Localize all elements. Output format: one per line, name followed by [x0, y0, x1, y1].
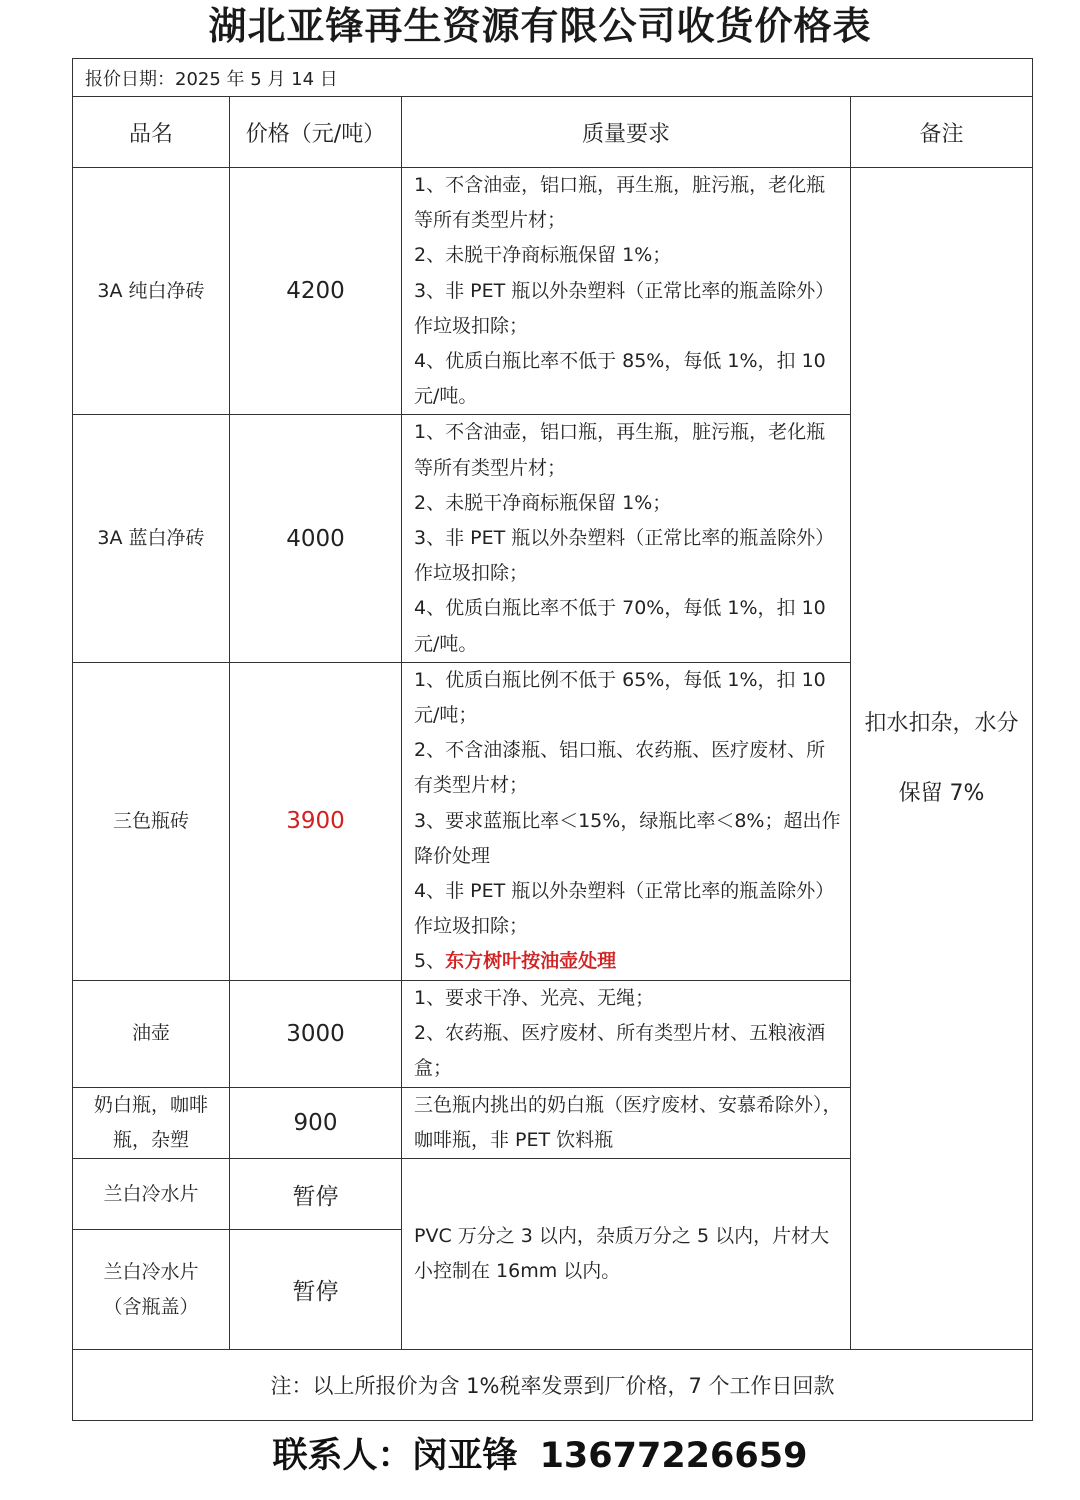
quality-item: 2、未脱干净商标瓶保留 1%； — [414, 491, 672, 514]
quality-item: 4、优质白瓶比率不低于 85%，每低 1%，扣 10 元/吨。 — [414, 350, 826, 408]
product-price: 4200 — [230, 168, 402, 415]
quality-item: 1、优质白瓶比例不低于 65%，每低 1%，扣 10 元/吨； — [414, 668, 826, 727]
quality-item: 1、不含油壶，铝口瓶，再生瓶，脏污瓶，老化瓶等所有类型片材； — [414, 174, 826, 232]
remark-line: 扣水扣杂，水分 — [864, 710, 1019, 736]
product-name: 油壶 — [73, 980, 230, 1087]
header-quality: 质量要求 — [402, 97, 851, 168]
page-title: 湖北亚锋再生资源有限公司收货价格表 — [208, 4, 872, 48]
quality-item: 1、要求干净、光亮、无绳； — [414, 986, 655, 1009]
product-price: 4000 — [230, 415, 402, 662]
quality-item-highlight: 东方树叶按油壶处理 — [445, 950, 617, 973]
product-price: 暂停 — [230, 1230, 402, 1350]
quality-requirements — [402, 168, 851, 415]
quality-requirements — [402, 1087, 851, 1158]
product-name — [73, 1230, 230, 1350]
shared-quality-requirements: PVC 万分之 3 以内，杂质万分之 5 以内，片材大小控制在 16mm 以内。 — [402, 1159, 851, 1350]
product-name: 兰白冷水片 — [73, 1159, 230, 1230]
quality-item — [414, 944, 842, 979]
table-header-row — [73, 97, 1033, 168]
product-price: 3900 — [230, 662, 402, 980]
quality-item: 3、非 PET 瓶以外杂塑料（正常比率的瓶盖除外）作垃圾扣除； — [414, 279, 835, 337]
product-price: 3000 — [230, 980, 402, 1087]
product-price: 暂停 — [230, 1159, 402, 1230]
product-name: 3A 纯白净砖 — [73, 168, 230, 415]
remark-line: 保留 7% — [898, 780, 985, 806]
contact-phone: 13677226659 — [539, 1436, 808, 1476]
contact-line — [0, 1428, 1080, 1484]
contact-name: 闵亚锋 — [412, 1436, 518, 1476]
header-price: 价格（元/吨） — [230, 97, 402, 168]
quality-requirements — [402, 662, 851, 980]
remark-cell — [851, 168, 1033, 1350]
quality-item: 三色瓶内挑出的奶白瓶（医疗废材、安慕希除外），咖啡瓶，非 PET 饮料瓶 — [414, 1093, 842, 1151]
quality-item: 4、非 PET 瓶以外杂塑料（正常比率的瓶盖除外）作垃圾扣除； — [414, 880, 835, 938]
product-name-line: 兰白冷水片 — [103, 1260, 199, 1283]
contact-label: 联系人： — [272, 1436, 413, 1476]
product-name: 三色瓶砖 — [73, 662, 230, 980]
quality-requirements — [402, 980, 851, 1087]
note-row — [73, 1350, 1033, 1421]
quality-item: 3、非 PET 瓶以外杂塑料（正常比率的瓶盖除外）作垃圾扣除； — [414, 527, 835, 585]
quality-item: 1、不含油壶，铝口瓶，再生瓶，脏污瓶，老化瓶等所有类型片材； — [414, 421, 826, 479]
product-name: 奶白瓶，咖啡瓶，杂塑 — [73, 1087, 230, 1158]
quality-item: 2、农药瓶、医疗废材、所有类型片材、五粮液酒盒； — [414, 1021, 826, 1080]
quality-requirements — [402, 415, 851, 662]
table-row — [73, 168, 1033, 415]
product-name: 3A 蓝白净砖 — [73, 415, 230, 662]
quote-date: 报价日期：2025 年 5 月 14 日 — [73, 59, 1033, 97]
header-name: 品名 — [73, 97, 230, 168]
quality-item-prefix: 5、 — [414, 950, 446, 973]
quality-item: 3、要求蓝瓶比率＜15%，绿瓶比率＜8%；超出作降价处理 — [414, 809, 841, 867]
product-name-line: （含瓶盖） — [103, 1295, 199, 1318]
quality-item: 2、未脱干净商标瓶保留 1%； — [414, 244, 672, 267]
product-price: 900 — [230, 1087, 402, 1158]
price-note: 注：以上所报价为含 1%税率发票到厂价格，7 个工作日回款 — [73, 1350, 1033, 1421]
quality-item: 4、优质白瓶比率不低于 70%，每低 1%，扣 10 元/吨。 — [414, 597, 826, 655]
header-remark: 备注 — [851, 97, 1033, 168]
price-table — [72, 58, 1033, 1421]
quality-item: 2、不含油漆瓶、铝口瓶、农药瓶、医疗废材、所有类型片材； — [414, 739, 826, 797]
